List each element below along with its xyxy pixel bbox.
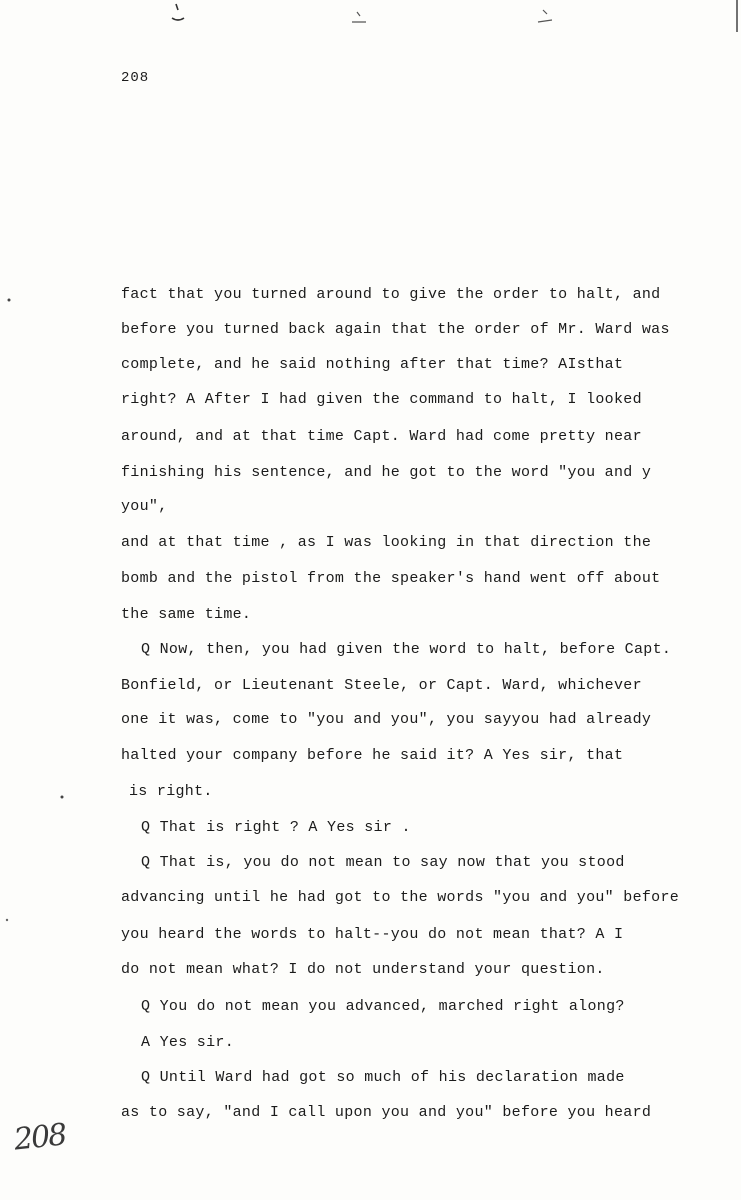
- text-line: one it was, come to "you and you", you sayyou had already: [121, 711, 652, 728]
- text-line: A Yes sir.: [141, 1034, 235, 1051]
- text-line: and at that time , as I was looking in that direction the: [121, 534, 652, 551]
- scan-dot: [61, 796, 64, 799]
- text-line: advancing until he had got to the words "you and you" before: [121, 889, 680, 906]
- scan-mark-top-center: [352, 12, 366, 22]
- text-line: Q Now, then, you had given the word to halt, before Capt.: [141, 641, 672, 658]
- text-line: the same time.: [121, 606, 252, 623]
- text-line: Q Until Ward had got so much of his declaration made: [141, 1069, 625, 1086]
- text-line: Q You do not mean you advanced, marched right along?: [141, 998, 625, 1015]
- scan-mark-top-left: [172, 4, 184, 20]
- text-line: you heard the words to halt--you do not mean that? A I: [121, 926, 624, 943]
- page-number: 208: [121, 70, 150, 86]
- text-line: right? A After I had given the command to halt, I looked: [121, 391, 642, 408]
- text-line: around, and at that time Capt. Ward had come pretty near: [121, 428, 642, 445]
- text-line: finishing his sentence, and he got to the word "you and y: [121, 464, 652, 481]
- text-line: as to say, "and I call upon you and you" before you heard: [121, 1104, 652, 1121]
- text-line: Q That is right ? A Yes sir .: [141, 819, 411, 836]
- text-line: do not mean what? I do not understand your question.: [121, 961, 605, 978]
- text-line: before you turned back again that the order of Mr. Ward was: [121, 321, 670, 338]
- text-line: Q That is, you do not mean to say now that you stood: [141, 854, 625, 871]
- scan-mark-top-right: [538, 10, 552, 22]
- handwritten-page-number: 208: [12, 1117, 67, 1158]
- text-line: halted your company before he said it? A Yes sir, that: [121, 747, 624, 764]
- text-line: Bonfield, or Lieutenant Steele, or Capt. Ward, whichever: [121, 677, 642, 694]
- text-line: is right.: [129, 783, 213, 800]
- text-line: fact that you turned around to give the order to halt, and: [121, 286, 661, 303]
- text-line: bomb and the pistol from the speaker's hand went off about: [121, 570, 661, 587]
- scan-dot: [6, 919, 8, 921]
- text-line: you",: [121, 498, 168, 515]
- text-line: complete, and he said nothing after that time? AIsthat: [121, 356, 624, 373]
- scan-dot: [8, 299, 11, 302]
